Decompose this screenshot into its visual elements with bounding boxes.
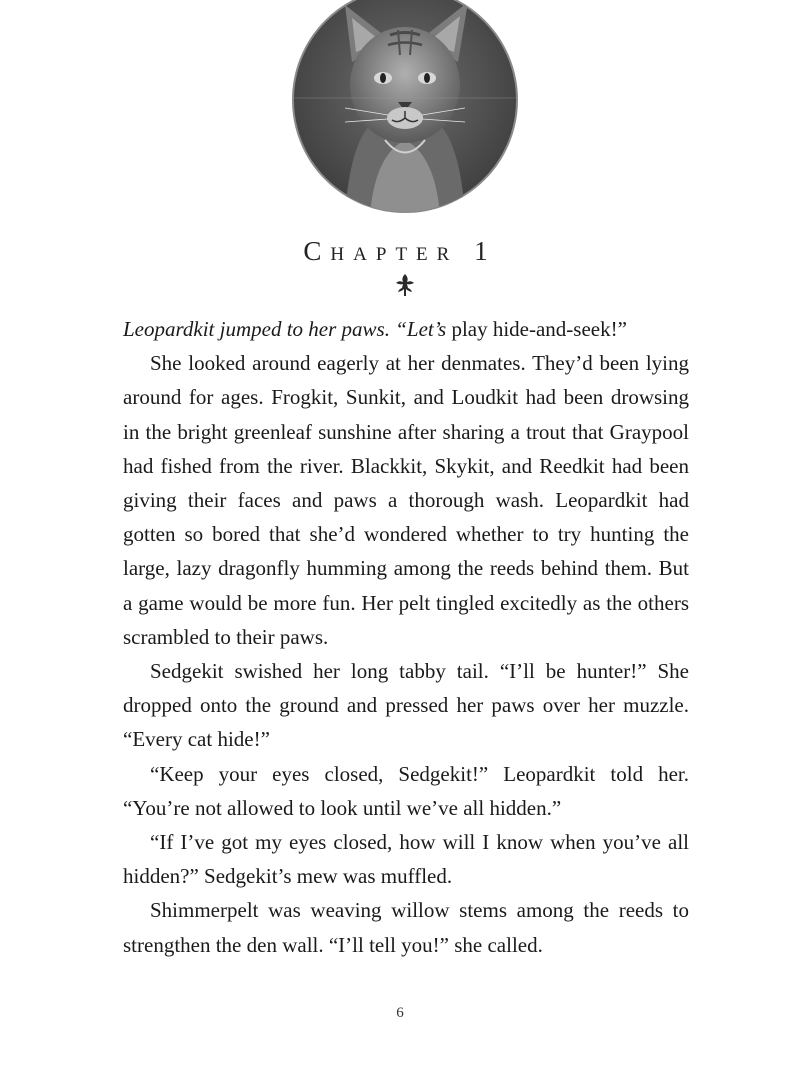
chapter-body	[123, 312, 689, 962]
paragraph-text: play hide-and-seek!”	[446, 317, 627, 341]
page-number: 6	[396, 1005, 404, 1021]
paragraph: “Keep your eyes closed, Sedgekit!” Leopardkit told her. “You’re not allowed to look until we’ve all hidden.”	[123, 761, 689, 820]
paragraph: Shimmerpelt was weaving willow stems among the reeds to strengthen the den wall. “I’ll tell you!” she called.	[123, 898, 689, 957]
tabby-cat-portrait-icon	[290, 0, 520, 215]
paragraph: “If I’ve got my eyes closed, how will I know when you’ve all hidden?” Sedgekit’s mew was muffled.	[123, 830, 689, 889]
chapter-title: Chapter 1	[303, 236, 497, 266]
paragraph: She looked around eagerly at her denmates. They’d been lying around for ages. Frogkit, Sunkit, and Loudkit had been drowsing in the bright greenleaf sunshine after sharing a trout that Graypool had fished from the river. Blackkit, Skykit, and Reedkit had been giving their faces and paws a thorough wash. Leopardkit had gotten so bored that she’d wondered whether to try hunting the large, lazy dragonfly humming among the reeds behind them. But a game would be more fun. Her pelt tingled excitedly as the others scrambled to their paws.	[123, 351, 689, 649]
paragraph	[123, 312, 689, 346]
fleur-ornament-icon	[393, 272, 417, 298]
lead-in: Leopardkit jumped to her paws. “Let’s	[123, 317, 447, 341]
paragraph: Sedgekit swished her long tabby tail. “I’ll be hunter!” She dropped onto the ground and pressed her paws over her muzzle. “Every cat hide!”	[123, 659, 689, 752]
